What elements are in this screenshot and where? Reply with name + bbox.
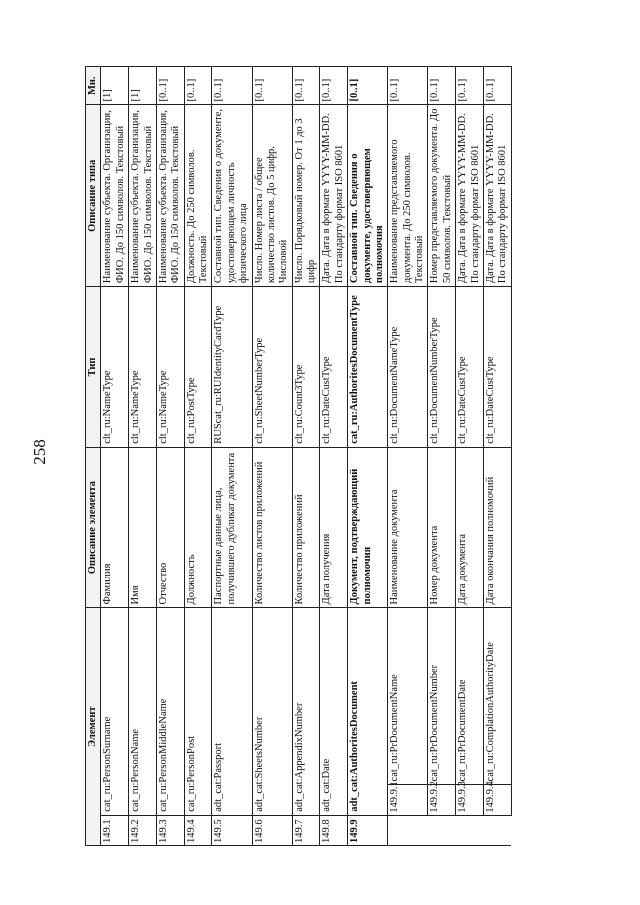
element-description: Номер документа (428, 447, 456, 608)
table-row (483, 67, 511, 846)
type-name: clt_ru:DateCustType (320, 287, 348, 448)
type-description: Дата. Дата в формате YYYY-MM-DD. По стандарту формат ISO 8601 (320, 105, 348, 287)
type-name: clt_ru:DocumentNameType (388, 287, 428, 448)
multiplicity: [0..1] (212, 67, 252, 105)
indent-cell (428, 815, 456, 845)
row-number: 149.3 (156, 815, 184, 845)
type-description: Должность. До 250 символов. Текстовый (184, 105, 212, 287)
type-description: Наименование субъекта. Организация, ФИО. До 150 символов. Текстовый (101, 105, 129, 287)
element-description: Фамилия (101, 447, 129, 608)
table-row (129, 67, 157, 846)
element-name: adt_cat:AppendixNumber (292, 608, 320, 815)
type-name: RUScat_ru:RUIdentityCardType (212, 287, 252, 448)
type-name: clt_ru:DateCustType (456, 287, 484, 448)
table-row (156, 67, 184, 846)
document-table-container (85, 66, 555, 846)
type-name: clt_ru:NameType (101, 287, 129, 448)
table-row (292, 67, 320, 846)
header-type-description: Описание типа (86, 105, 101, 287)
type-name: clt_ru:NameType (156, 287, 184, 448)
multiplicity: [0..1] (428, 67, 456, 105)
type-name: clt_ru:DocumentNumberType (428, 287, 456, 448)
type-description: Наименование субъекта. Организация, ФИО. До 150 символов. Текстовый (129, 105, 157, 287)
row-number: 149.9.3 (456, 785, 484, 815)
header-type: Тип (86, 287, 101, 448)
row-number: 149.9.1 (388, 785, 428, 815)
element-description: Имя (129, 447, 157, 608)
table-row (101, 67, 129, 846)
multiplicity: [1] (129, 67, 157, 105)
type-name: clt_ru:NameType (129, 287, 157, 448)
elements-table (85, 66, 512, 846)
multiplicity: [0..1] (348, 67, 388, 105)
row-number: 149.7 (292, 815, 320, 845)
element-name: cat_ru:PersonMiddleName (156, 608, 184, 815)
table-row (428, 67, 456, 846)
table-row (348, 67, 388, 846)
header-element: Элемент (86, 608, 101, 846)
table-row (320, 67, 348, 846)
type-description: Дата. Дата в формате YYYY-MM-DD. По стандарту формат ISO 8601 (483, 105, 511, 287)
page-number: 258 (29, 439, 49, 465)
element-description: Дата получения (320, 447, 348, 608)
table-row (184, 67, 212, 846)
row-number: 149.9.4 (483, 785, 511, 815)
type-name: clt_ru:Count3Type (292, 287, 320, 448)
row-number: 149.1 (101, 815, 129, 845)
type-description: Дата. Дата в формате YYYY-MM-DD. По стандарту формат ISO 8601 (456, 105, 484, 287)
row-number: 149.2 (129, 815, 157, 845)
row-number: 149.4 (184, 815, 212, 845)
multiplicity: [0..1] (483, 67, 511, 105)
type-description: Составной тип. Сведения о документе, удостоверяющем личность физического лица (212, 105, 252, 287)
element-description: Наименование документа (388, 447, 428, 608)
multiplicity: [0..1] (156, 67, 184, 105)
element-description: Количество листов приложений (252, 447, 292, 608)
row-number: 149.8 (320, 815, 348, 845)
indent-cell (483, 815, 511, 845)
element-name: cat_ru:PersonSurname (101, 608, 129, 815)
indent-cell (456, 815, 484, 845)
type-description: Номер представляемого документа. До 50 символов. Текстовый (428, 105, 456, 287)
multiplicity: [1] (101, 67, 129, 105)
element-description: Документ, подтверждающий полномочия (348, 447, 388, 608)
multiplicity: [0..1] (252, 67, 292, 105)
type-name: clt_ru:SheetNumberType (252, 287, 292, 448)
type-description: Наименование субъекта. Организация, ФИО. До 150 символов. Текстовый (156, 105, 184, 287)
element-description: Должность (184, 447, 212, 608)
type-description: Наименование представляемого документа. До 250 символов. Текстовый (388, 105, 428, 287)
element-name: cat_ru:PrDocumentName (388, 608, 428, 785)
type-name: cat_ru:AuthoritesDocumentType (348, 287, 388, 448)
type-name: clt_ru:DateCustType (483, 287, 511, 448)
element-description: Количество приложений (292, 447, 320, 608)
table-body (101, 67, 511, 846)
type-description: Число. Номер листа / общее количество листов. До 5 цифр. Числовой (252, 105, 292, 287)
type-name: clt_ru:PostType (184, 287, 212, 448)
table-row (456, 67, 484, 846)
type-description: Число. Порядковый номер. От 1 до 3 цифр (292, 105, 320, 287)
element-name: cat_ru:PersonPost (184, 608, 212, 815)
multiplicity: [0..1] (320, 67, 348, 105)
element-name: cat_ru:PrDocumentDate (456, 608, 484, 785)
multiplicity: [0..1] (184, 67, 212, 105)
header-element-description: Описание элемента (86, 447, 101, 608)
multiplicity: [0..1] (388, 67, 428, 105)
multiplicity: [0..1] (456, 67, 484, 105)
indent-cell (388, 815, 428, 845)
element-name: cat_ru:PersonName (129, 608, 157, 815)
row-number: 149.5 (212, 815, 252, 845)
table-row (212, 67, 252, 846)
element-description: Дата окончания полномочий (483, 447, 511, 608)
element-description: Паспортные данные лица, получившего дубликат документа (212, 447, 252, 608)
table-row (252, 67, 292, 846)
element-name: cat_ru:PrDocumentNumber (428, 608, 456, 785)
row-number: 149.9 (348, 815, 388, 845)
row-number: 149.6 (252, 815, 292, 845)
element-description: Отчество (156, 447, 184, 608)
header-multiplicity: Мн. (86, 67, 101, 105)
row-number: 149.9.2 (428, 785, 456, 815)
element-name: cat_ru:ComplationAuthorityDate (483, 608, 511, 785)
multiplicity: [0..1] (292, 67, 320, 105)
element-name: adt_cat:AuthoritesDocument (348, 608, 388, 815)
element-description: Дата документа (456, 447, 484, 608)
element-name: adt_cat:Passport (212, 608, 252, 815)
type-description: Составной тип. Сведения о документе, удостоверяющем полномочия (348, 105, 388, 287)
table-row (388, 67, 428, 846)
element-name: adt_cat:SheetsNumber (252, 608, 292, 815)
element-name: adt_cat:Date (320, 608, 348, 815)
table-header-row (86, 67, 101, 846)
